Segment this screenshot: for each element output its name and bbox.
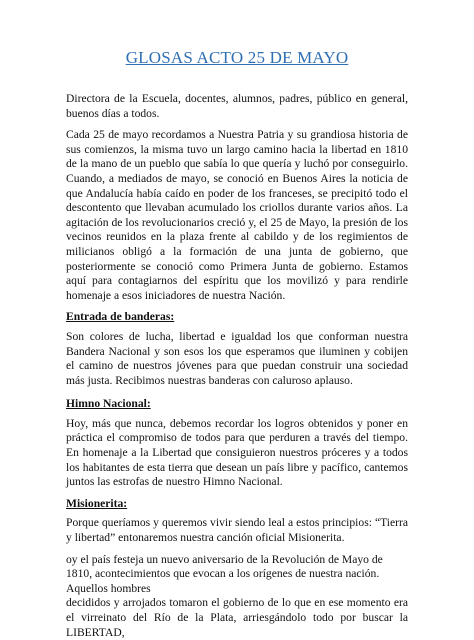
greeting-paragraph: Directora de la Escuela, docentes, alumnos, padres, público en general, buenos días a todos. [66,92,408,120]
closing-paragraph-continued: decididos y arrojados tomaron el gobierno de lo que en ese momento era el virreinato del Río de la Plata, arriesgándolo todo por buscar la LIBERTAD, [66,596,408,639]
misionerita-paragraph: Porque queríamos y queremos vivir siendo leal a estos principios: “Tierra y libertad” entonaremos nuestra canción oficial Misionerita. [66,516,408,545]
banderas-paragraph: Son colores de lucha, libertad e igualdad los que conforman nuestra Bandera Nacional y son esos los que esperamos que iluminen y cobijen el camino de nuestros jóvenes para que puedan construir una sociedad más justa. Recibimos nuestras banderas con caluroso aplauso. [66,329,408,387]
heading-himno-nacional: Himno Nacional: [66,397,151,411]
closing-paragraph: oy el país festeja un nuevo aniversario de la Revolución de Mayo de 1810, acontecimientos que evocan a los orígenes de nuestra nación. Aquellos hombres [66,552,383,595]
himno-paragraph: Hoy, más que nunca, debemos recordar los logros obtenidos y poner en práctica el compromiso de todos para que perduren a través del tiempo. En homenaje a la Libertad que consiguieron nuestros próceres y a todos los habitantes de esta tierra que desean un país libre y pacífico, cantemos juntos las estrofas de nuestro Himno Nacional. [66,416,408,489]
heading-misionerita: Misionerita: [66,496,128,510]
intro-paragraph: Cada 25 de mayo recordamos a Nuestra Patria y su grandiosa historia de sus comienzos, la misma tuvo un largo camino hacia la libertad en 1810 de la mano de un pueblo que sabía lo que quería y luchó por conseguirlo. Cuando, a mediados de mayo, se conoció en Buenos Aires la noticia de que Andalucía había caído en poder de los franceses, se precipitó todo el descontento que llevaban acumulado los criollos durante varios años. La agitación de los revolucionarios creció y, el 25 de Mayo, la presión de los vecinos reunidos en la plaza frente al cabildo y de los regimientos de milicianos obligó a la formación de una junta de gobierno, que posteriormente se conoció como Primera Junta de gobierno. Estamos aquí para contagiarnos del espíritu que los movilizó y para rendirle homenaje a esos iniciadores de nuestra Nación. [66,128,408,302]
document-title: GLOSAS ACTO 25 DE MAYO [125,48,349,67]
heading-entrada-banderas: Entrada de banderas: [66,310,175,324]
